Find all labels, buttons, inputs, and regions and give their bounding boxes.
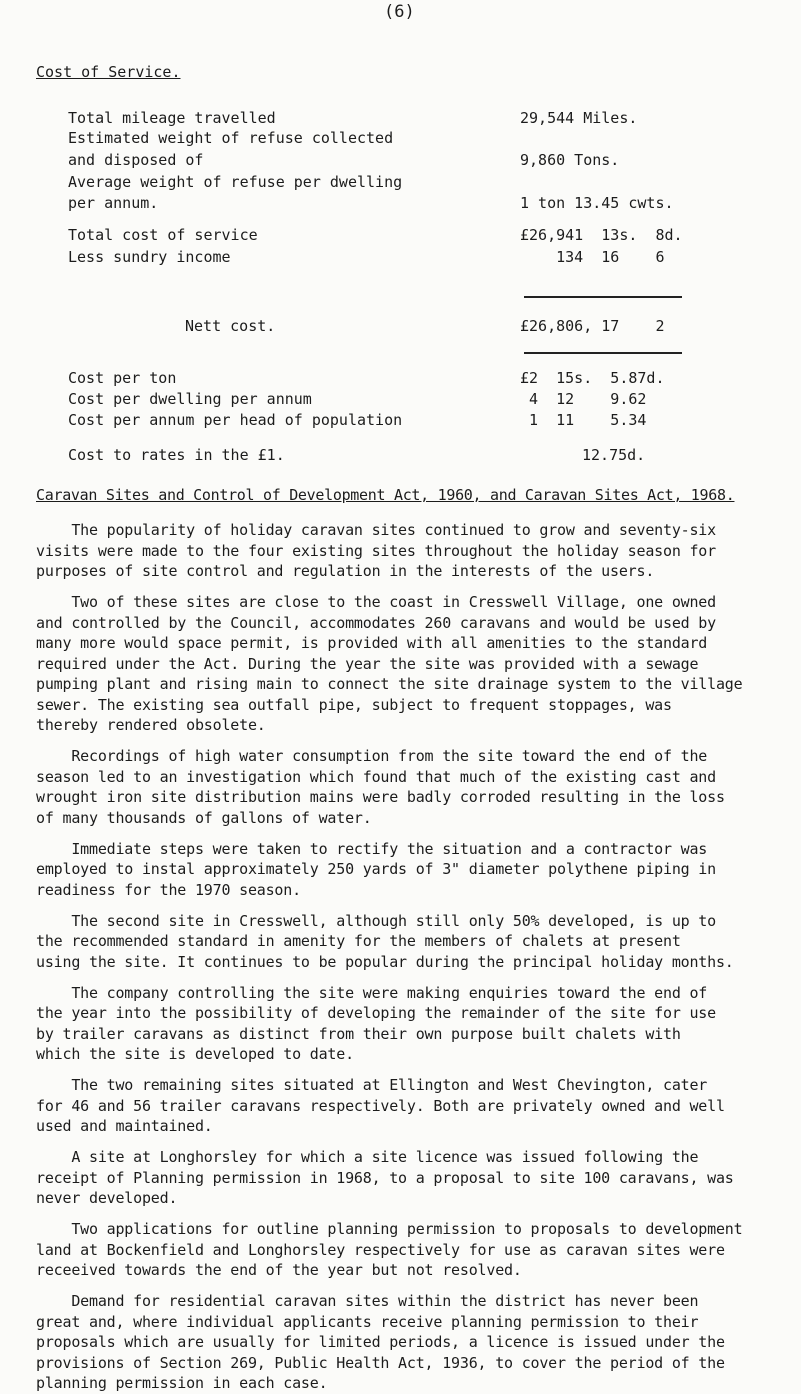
unit-cost-label: Cost per ton bbox=[68, 369, 177, 387]
paragraph-line: which the site is developed to date. bbox=[36, 1045, 354, 1063]
unit-cost-label: Cost per annum per head of population bbox=[68, 411, 403, 429]
paragraph-line: wrought iron site distribution mains were badly corroded resulting in the loss bbox=[36, 788, 725, 806]
paragraph-line: never developed. bbox=[36, 1189, 178, 1207]
nett-cost-value: £26,806, 17 2 bbox=[520, 317, 665, 335]
paragraph-popularity bbox=[36, 520, 796, 582]
paragraph-line: required under the Act. During the year the site was provided with a sewage bbox=[36, 654, 699, 673]
service-cost-label: Total cost of service bbox=[68, 226, 258, 244]
unit-cost-value: 4 12 9.62 bbox=[520, 390, 647, 408]
paragraph-line: receeived towards the end of the year but not resolved. bbox=[36, 1261, 522, 1279]
paragraph-line: The company controlling the site were making enquiries toward the end of bbox=[36, 983, 708, 1002]
rule-bottom bbox=[524, 352, 682, 354]
paragraph-line: provisions of Section 269, Public Health Act, 1936, to cover the period of the bbox=[36, 1353, 725, 1372]
paragraph-line: Two applications for outline planning permission to proposals to development bbox=[36, 1220, 743, 1238]
paragraph-line: Immediate steps were taken to rectify the situation and a contractor was bbox=[36, 839, 708, 858]
sundry-income-value: 134 16 6 bbox=[520, 248, 665, 266]
nett-cost-label: Nett cost. bbox=[185, 317, 276, 335]
unit-cost-label: Cost per dwelling per annum bbox=[68, 390, 312, 408]
paragraph-line: proposals which are usually for limited periods, a licence is issued under the bbox=[36, 1333, 725, 1351]
page-number: (6) bbox=[384, 2, 415, 22]
paragraph-line: receipt of Planning permission in 1968, to a proposal to site 100 caravans, was bbox=[36, 1168, 734, 1187]
paragraph-line: and controlled by the Council, accommodates 260 caravans and would be used by bbox=[36, 613, 716, 632]
paragraph-line: The two remaining sites situated at Ellington and West Chevington, cater bbox=[36, 1076, 708, 1094]
paragraph-line: readiness for the 1970 season. bbox=[36, 880, 301, 899]
paragraph-outline-applications bbox=[36, 1219, 796, 1281]
paragraph-line: many more would space permit, is provided with all amenities to the standard bbox=[36, 634, 708, 652]
unit-cost-value: £2 15s. 5.87d. bbox=[520, 369, 665, 387]
paragraph-line: Demand for residential caravan sites within the district has never been bbox=[36, 1292, 699, 1310]
sundry-income-label: Less sundry income bbox=[68, 248, 231, 266]
cost-row-value: 1 ton 13.45 cwts. bbox=[520, 194, 674, 212]
paragraph-line: the year into the possibility of developing the remainder of the site for use bbox=[36, 1004, 716, 1022]
paragraph-line: employed to instal approximately 250 yards of 3" diameter polythene piping in bbox=[36, 860, 716, 878]
paragraph-cresswell-sites bbox=[36, 592, 796, 736]
paragraph-line: Two of these sites are close to the coast in Cresswell Village, one owned bbox=[36, 593, 716, 611]
paragraph-line: Recordings of high water consumption from the site toward the end of the bbox=[36, 747, 708, 765]
paragraph-line: sewer. The existing sea outfall pipe, subject to frequent stoppages, was bbox=[36, 695, 672, 714]
paragraph-line: pumping plant and rising main to connect the site drainage system to the village bbox=[36, 675, 743, 693]
paragraph-line: using the site. It continues to be popular during the principal holiday months. bbox=[36, 952, 734, 971]
cost-row-value: 29,544 Miles. bbox=[520, 109, 638, 127]
paragraph-immediate-steps bbox=[36, 839, 796, 901]
paragraph-line: visits were made to the four existing sites throughout the holiday season for bbox=[36, 541, 716, 560]
paragraph-line: thereby rendered obsolete. bbox=[36, 716, 266, 734]
paragraph-line: the recommended standard in amenity for the members of chalets at present bbox=[36, 932, 681, 950]
paragraph-line: season led to an investigation which found that much of the existing cast and bbox=[36, 767, 716, 786]
paragraph-line: for 46 and 56 trailer caravans respectively. Both are privately owned and well bbox=[36, 1096, 725, 1115]
service-cost-value: £26,941 13s. 8d. bbox=[520, 226, 683, 244]
paragraph-line: A site at Longhorsley for which a site licence was issued following the bbox=[36, 1148, 699, 1166]
cost-row-value: 9,860 Tons. bbox=[520, 151, 620, 169]
paragraph-line: great and, where individual applicants receive planning permission to their bbox=[36, 1312, 699, 1331]
caravan-sites-heading: Caravan Sites and Control of Development Act, 1960, and Caravan Sites Act, 1968. bbox=[36, 486, 735, 504]
paragraph-line: The popularity of holiday caravan sites continued to grow and seventy-six bbox=[36, 521, 716, 539]
rule-top bbox=[524, 296, 682, 298]
paragraph-line: planning permission in each case. bbox=[36, 1374, 328, 1392]
paragraph-second-site bbox=[36, 911, 796, 973]
unit-cost-value: 1 11 5.34 bbox=[520, 411, 647, 429]
paragraph-line: of many thousands of gallons of water. bbox=[36, 808, 372, 827]
cost-of-service-heading: Cost of Service. bbox=[36, 63, 181, 81]
paragraph-line: The second site in Cresswell, although still only 50% developed, is up to bbox=[36, 911, 716, 930]
rates-value: 12.75d. bbox=[582, 446, 646, 464]
paragraph-line: land at Bockenfield and Longhorsley respectively for use as caravan sites were bbox=[36, 1240, 725, 1259]
paragraph-line: by trailer caravans as distinct from their own purpose built chalets with bbox=[36, 1024, 681, 1043]
rates-label: Cost to rates in the £1. bbox=[68, 446, 285, 464]
cost-row-label: Total mileage travelled bbox=[68, 109, 276, 127]
cost-row-label: Average weight of refuse per dwelling bbox=[68, 173, 403, 191]
paragraph-remaining-sites bbox=[36, 1075, 796, 1137]
paragraph-line: purposes of site control and regulation in the interests of the users. bbox=[36, 562, 655, 580]
cost-row-label: per annum. bbox=[68, 194, 159, 212]
cost-row-label: Estimated weight of refuse collected bbox=[68, 129, 394, 147]
cost-row-label: and disposed of bbox=[68, 151, 204, 169]
paragraph-longhorsley-site bbox=[36, 1147, 796, 1209]
paragraph-water-consumption bbox=[36, 746, 796, 828]
paragraph-company-enquiries bbox=[36, 983, 796, 1065]
paragraph-residential-demand bbox=[36, 1291, 796, 1394]
paragraph-line: used and maintained. bbox=[36, 1117, 213, 1135]
